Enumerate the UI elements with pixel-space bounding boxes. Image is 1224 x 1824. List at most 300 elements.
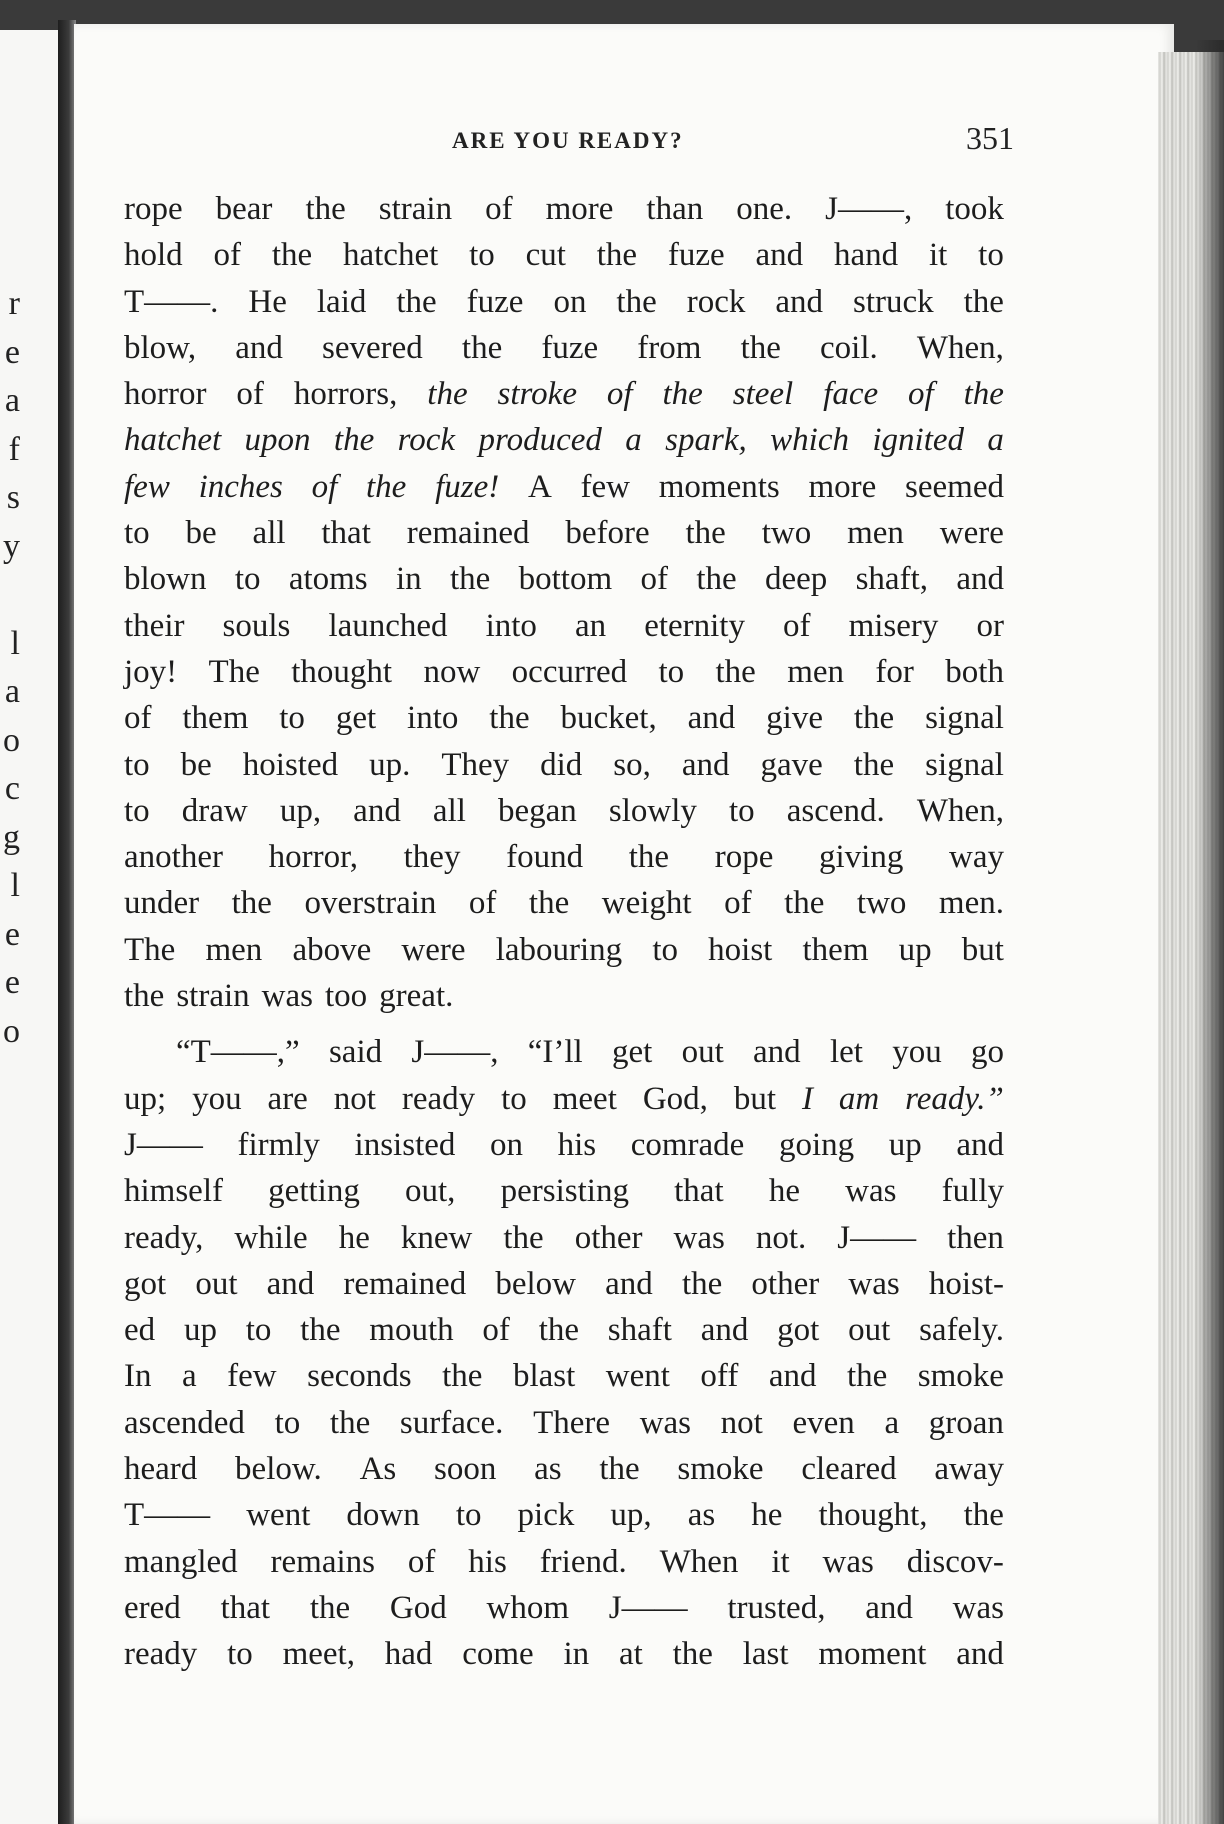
word: deep: [764, 561, 828, 598]
word: pick: [517, 1497, 575, 1534]
word: that: [674, 1173, 724, 1210]
word: the: [784, 885, 825, 922]
word: more: [545, 191, 614, 227]
word: occurred: [511, 653, 628, 690]
word: ignited: [872, 422, 965, 459]
word: knew: [400, 1219, 473, 1256]
word: are: [267, 1080, 308, 1117]
word: the: [696, 561, 737, 598]
word: was: [845, 1173, 897, 1210]
facing-page-fragment: r: [8, 285, 20, 322]
word: stroke: [497, 376, 577, 413]
word: When: [659, 1543, 739, 1580]
text-line: [124, 1400, 1004, 1446]
word: other: [751, 1265, 820, 1302]
word: surface.: [399, 1404, 504, 1441]
word: “I’ll: [527, 1034, 583, 1071]
word: signal: [925, 700, 1004, 737]
text-line: [124, 1261, 1004, 1307]
word: to: [124, 515, 150, 552]
word: he: [338, 1219, 370, 1256]
word: two: [856, 885, 907, 922]
word: all: [432, 792, 466, 829]
word: T——.: [124, 283, 219, 320]
word: you: [192, 1080, 242, 1117]
word: was: [952, 1589, 1004, 1626]
word: and: [266, 1265, 315, 1302]
word: and: [956, 1636, 1004, 1673]
word: to: [227, 1636, 253, 1673]
word: smoke: [677, 1451, 764, 1488]
word: of: [606, 376, 633, 413]
facing-page-fragment: s: [6, 479, 20, 516]
word: began: [498, 792, 577, 829]
word: the: [963, 283, 1004, 320]
word: ready,: [124, 1219, 204, 1256]
word: souls: [222, 607, 291, 644]
word: ascend.: [786, 792, 885, 829]
word: and: [681, 746, 730, 783]
word: and: [353, 792, 401, 829]
word: below: [495, 1265, 576, 1302]
facing-page-fragment: l: [10, 867, 20, 904]
word: a: [182, 1358, 197, 1395]
word: going: [778, 1126, 855, 1163]
text-line: [124, 1631, 1004, 1677]
word: out,: [405, 1173, 456, 1210]
word: men: [205, 931, 263, 968]
word: above: [292, 931, 372, 968]
word: and: [956, 1126, 1004, 1163]
facing-page-text-fragments: [0, 280, 20, 1056]
word: bucket,: [560, 700, 657, 737]
word: men.: [938, 885, 1004, 922]
text-line: [124, 1446, 1004, 1492]
word: He: [248, 283, 287, 320]
text-line: [124, 1492, 1004, 1538]
word: fuze!: [435, 468, 500, 505]
word: and: [865, 1589, 913, 1626]
word: two: [761, 515, 812, 552]
word: “T——,”: [176, 1034, 300, 1071]
word: fully: [941, 1173, 1004, 1210]
word: firmly: [237, 1126, 320, 1163]
word: even: [792, 1404, 855, 1441]
facing-page-fragment: g: [3, 818, 20, 856]
text-line: [124, 1215, 1004, 1261]
word: the: [271, 237, 313, 274]
word: the: [396, 283, 437, 320]
text-line: [124, 1029, 1004, 1075]
word: more: [808, 468, 877, 505]
word: on: [490, 1126, 523, 1163]
facing-page-fragment: y: [3, 527, 20, 565]
facing-page-fragment: o: [3, 721, 20, 759]
word: one.: [736, 191, 793, 227]
word: too: [324, 978, 368, 1015]
word: had: [384, 1636, 433, 1673]
word: ascended: [124, 1404, 245, 1441]
text-line: [124, 649, 1004, 695]
word: but: [961, 931, 1004, 968]
word: launched: [328, 607, 448, 644]
word: They: [441, 746, 510, 783]
word: rock: [686, 283, 746, 320]
word: fuze: [466, 283, 524, 320]
word: hold: [124, 237, 183, 274]
word: the: [853, 746, 895, 783]
word: was: [848, 1265, 900, 1302]
word: up;: [124, 1080, 167, 1117]
word: thought: [291, 653, 393, 690]
word: to: [455, 1497, 482, 1534]
word: few: [227, 1358, 277, 1395]
word: smoke: [917, 1358, 1004, 1395]
text-line: [124, 325, 1004, 371]
text-line: [124, 1353, 1004, 1399]
word: did: [540, 746, 583, 783]
word: the: [853, 700, 895, 737]
word: When,: [916, 329, 1004, 366]
text-line: [124, 417, 1004, 463]
word: at: [618, 1636, 643, 1673]
word: fuze: [667, 237, 725, 274]
word: comrade: [630, 1126, 745, 1163]
word: that: [220, 1589, 271, 1626]
word: spark,: [665, 422, 747, 459]
word: while: [234, 1219, 308, 1256]
facing-page-fragment: a: [4, 382, 20, 419]
facing-page-fragment: f: [8, 430, 20, 468]
word: the: [503, 1219, 544, 1256]
word: moment: [818, 1636, 927, 1673]
word: a: [625, 422, 642, 459]
word: hand: [834, 237, 899, 274]
word: safely.: [919, 1312, 1004, 1349]
word: insisted: [354, 1126, 456, 1163]
word: give: [766, 700, 823, 737]
word: the: [309, 1589, 351, 1626]
word: of: [236, 376, 264, 413]
facing-page-fragment: e: [4, 915, 20, 953]
word: in: [395, 561, 422, 598]
word: way: [948, 839, 1004, 876]
word: them: [802, 931, 869, 968]
word: J——: [124, 1126, 203, 1163]
word: upon: [244, 422, 311, 459]
word: to: [279, 700, 305, 737]
word: to: [274, 1404, 301, 1441]
word: you: [892, 1034, 942, 1071]
word: which: [770, 422, 849, 459]
word: to: [652, 931, 678, 968]
word: blast: [512, 1358, 576, 1395]
word: the: [715, 653, 756, 690]
word: soon: [434, 1451, 497, 1488]
word: the: [442, 1358, 483, 1395]
word: groan: [928, 1404, 1004, 1441]
word: be: [185, 515, 217, 552]
word: and: [753, 1034, 801, 1071]
word: ed: [124, 1312, 156, 1349]
word: face: [823, 376, 879, 413]
word: gave: [760, 746, 823, 783]
word: now: [423, 653, 481, 690]
word: ered: [124, 1589, 181, 1626]
word: off: [700, 1358, 739, 1395]
word: a: [987, 422, 1004, 459]
word: strain: [378, 191, 453, 227]
word: the: [963, 376, 1004, 413]
text-line: [124, 186, 1004, 232]
word: remained: [343, 1265, 467, 1302]
word: got: [124, 1265, 167, 1302]
word: severed: [322, 329, 423, 366]
word: hoist: [708, 931, 773, 968]
body-text: [124, 186, 1004, 1678]
word: up,: [279, 792, 322, 829]
word: were: [401, 931, 466, 968]
word: hoisted: [242, 746, 339, 783]
text-line: [124, 1585, 1004, 1631]
word: into: [485, 607, 537, 644]
word: strain: [176, 978, 250, 1015]
word: hatchet: [342, 237, 439, 274]
word: not.: [755, 1219, 807, 1256]
word: found: [506, 839, 584, 876]
word: the: [124, 978, 165, 1015]
word: the: [685, 515, 726, 552]
word: of: [468, 885, 497, 922]
word: heard: [124, 1451, 198, 1488]
facing-page-fragment: e: [4, 333, 20, 371]
word: and: [755, 237, 804, 274]
word: other: [574, 1219, 643, 1256]
word: cut: [525, 237, 566, 274]
text-line: [124, 1307, 1004, 1353]
word: in: [563, 1636, 590, 1673]
word: below.: [235, 1451, 322, 1488]
word: come: [462, 1636, 534, 1673]
word: blow,: [124, 329, 197, 366]
word: the: [740, 329, 781, 366]
word: last: [742, 1636, 789, 1673]
word: went: [605, 1358, 670, 1395]
word: were: [939, 515, 1004, 552]
word: their: [124, 607, 185, 644]
word: God: [389, 1589, 447, 1626]
word: meet: [552, 1080, 617, 1117]
word: but: [733, 1080, 777, 1117]
text-line: [124, 880, 1004, 926]
text-line: [124, 603, 1004, 649]
word: men: [847, 515, 904, 552]
word: draw: [181, 792, 248, 829]
word: under: [124, 885, 200, 922]
word: steel: [732, 376, 794, 413]
word: cleared: [801, 1451, 897, 1488]
word: the: [616, 283, 657, 320]
word: the: [329, 1404, 371, 1441]
text-line: [124, 1168, 1004, 1214]
word: horror,: [268, 839, 358, 876]
word: labouring: [495, 931, 623, 968]
word: of: [482, 1312, 510, 1349]
word: and: [775, 283, 824, 320]
word: on: [553, 283, 587, 320]
word: up.: [369, 746, 411, 783]
word: the: [366, 468, 407, 505]
word: went: [246, 1497, 311, 1534]
word: into: [407, 700, 459, 737]
word: giving: [819, 839, 904, 876]
word: slowly: [608, 792, 697, 829]
word: ready: [401, 1080, 476, 1117]
word: hatchet: [124, 422, 222, 459]
word: J——,: [411, 1034, 499, 1071]
word: remains: [270, 1543, 375, 1580]
word: of: [724, 885, 752, 922]
text-line: [124, 1122, 1004, 1168]
text-line: [124, 695, 1004, 741]
word: The: [208, 653, 260, 690]
word: of: [640, 561, 668, 598]
word: mangled: [124, 1543, 238, 1580]
word: them: [182, 700, 249, 737]
word: or: [976, 607, 1004, 644]
word: get: [612, 1034, 653, 1071]
word: of: [908, 376, 934, 413]
word: of: [407, 1543, 436, 1580]
word: be: [180, 746, 212, 783]
word: to: [729, 792, 755, 829]
word: great.: [379, 978, 454, 1015]
word: to: [124, 792, 150, 829]
page-edge-shadow: [1196, 40, 1224, 1824]
word: and: [687, 700, 736, 737]
word: get: [335, 700, 377, 737]
word: mouth: [369, 1312, 454, 1349]
word: the: [846, 1358, 888, 1395]
text-line: [124, 371, 1004, 417]
word: a: [884, 1404, 900, 1441]
word: to: [245, 1312, 272, 1349]
word: eternity: [644, 607, 745, 644]
paragraph-gap: [124, 1019, 1004, 1029]
word: T——: [124, 1497, 211, 1534]
word: the: [449, 561, 491, 598]
word: the: [528, 885, 570, 922]
word: getting: [268, 1173, 360, 1210]
word: the: [300, 1312, 341, 1349]
word: The: [124, 931, 176, 968]
word: he: [768, 1173, 800, 1210]
word: the: [305, 191, 346, 227]
word: and: [605, 1265, 653, 1302]
word: meet,: [282, 1636, 355, 1673]
word: few: [124, 468, 170, 505]
word: As: [359, 1451, 397, 1488]
word: weight: [601, 885, 692, 922]
word: fuze: [541, 329, 599, 366]
word: away: [934, 1451, 1004, 1488]
text-line: [124, 1539, 1004, 1585]
text-line: [124, 834, 1004, 880]
word: the: [599, 1451, 640, 1488]
word: persisting: [500, 1173, 629, 1210]
word: coil.: [820, 329, 878, 366]
word: the: [596, 237, 638, 274]
word: was: [822, 1543, 874, 1580]
facing-page-fragment: [0, 571, 20, 620]
word: then: [947, 1219, 1004, 1256]
word: got: [777, 1312, 820, 1349]
word: I: [801, 1080, 813, 1117]
word: it: [771, 1543, 790, 1580]
word: was: [673, 1219, 725, 1256]
word: ready.”: [905, 1080, 1004, 1117]
word: up: [183, 1312, 217, 1349]
text-line: [124, 1076, 1004, 1122]
word: and: [956, 561, 1004, 598]
word: the: [628, 839, 670, 876]
word: J——: [837, 1219, 917, 1256]
word: to: [234, 561, 261, 598]
word: whom: [486, 1589, 570, 1626]
word: moments: [658, 468, 780, 505]
word: was: [639, 1404, 692, 1441]
word: seconds: [307, 1358, 412, 1395]
word: to: [124, 746, 150, 783]
word: ready: [124, 1636, 198, 1673]
word: discov-: [906, 1543, 1004, 1580]
word: seemed: [905, 468, 1004, 505]
facing-page-edge: [0, 30, 58, 1824]
word: not: [333, 1080, 376, 1117]
facing-page-fragment: o: [3, 1012, 20, 1050]
word: not: [720, 1404, 763, 1441]
word: to: [469, 237, 495, 274]
text-line: [124, 788, 1004, 834]
word: all: [252, 515, 286, 552]
word: of: [311, 468, 338, 505]
word: so,: [613, 746, 651, 783]
word: up: [898, 931, 932, 968]
word: of: [124, 700, 152, 737]
word: of: [213, 237, 241, 274]
word: of: [783, 607, 811, 644]
word: out: [848, 1312, 891, 1349]
word: the: [489, 700, 530, 737]
word: took: [945, 191, 1004, 227]
word: the: [427, 376, 468, 413]
word: both: [945, 653, 1004, 690]
word: In: [124, 1358, 152, 1395]
word: up,: [610, 1497, 652, 1534]
word: that: [321, 515, 371, 552]
word: blown: [124, 561, 207, 598]
word: There: [533, 1404, 611, 1441]
word: before: [565, 515, 650, 552]
text-line: [124, 464, 1004, 510]
word: laid: [316, 283, 367, 320]
word: the: [672, 1636, 713, 1673]
word: the: [963, 1497, 1004, 1534]
word: struck: [853, 283, 934, 320]
page-number: 351: [966, 120, 1014, 156]
word: as: [534, 1451, 562, 1488]
facing-page-fragment: c: [4, 770, 20, 807]
